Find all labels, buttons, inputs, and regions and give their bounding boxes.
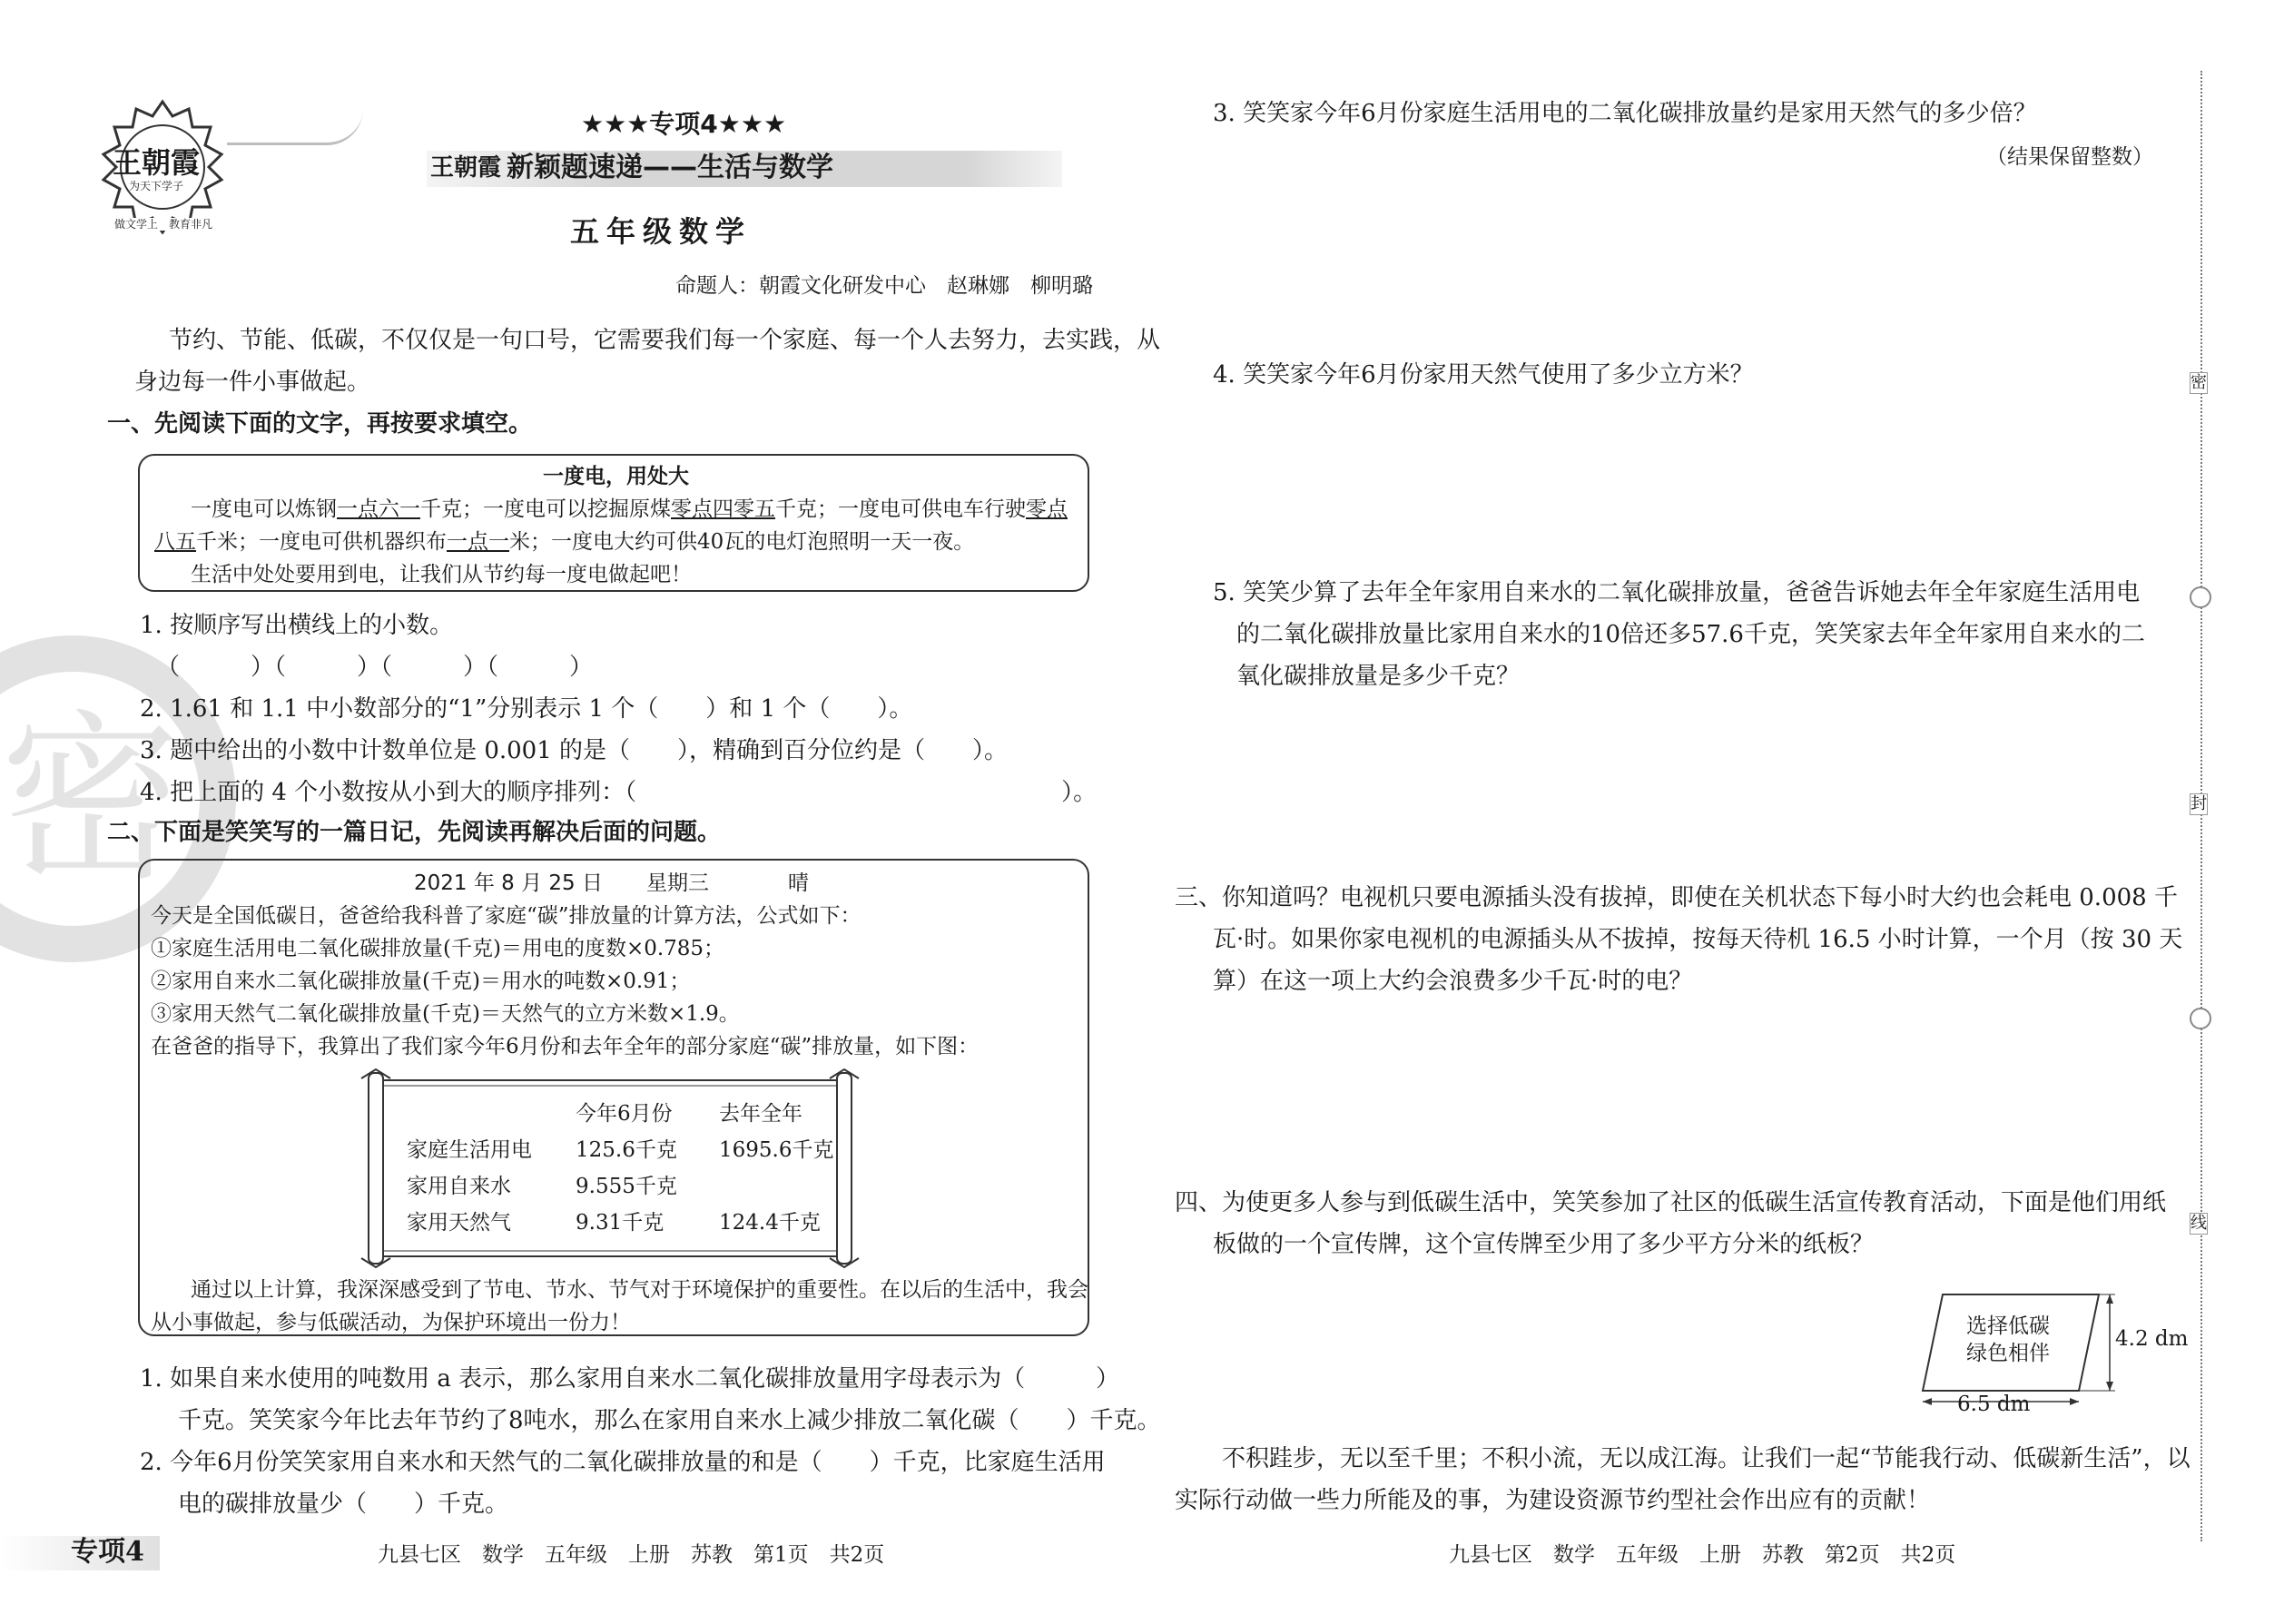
reading-box-line-2: 八五千米；一度电可供机器织布一点一米；一度电大约可供40瓦的电灯泡照明一天一夜。 [154,530,975,554]
scroll-frame-icon [356,1068,864,1269]
table-row-label: 家庭生活用电 [407,1138,532,1162]
diary-date: 2021 年 8 月 25 日 [414,871,603,895]
stars-label: ★★★专项4★★★ [581,109,787,139]
footer-right: 九县七区 数学 五年级 上册 苏教 第2页 共2页 [1449,1543,1956,1567]
s1-question-3[interactable]: 3. 题中给出的小数中计数单位是 0.001 的是（ ），精确到百分位约是（ ）。 [140,737,1009,764]
s1-question-2[interactable]: 2. 1.61 和 1.1 中小数部分的“1”分别表示 1 个（ ）和 1 个（ ）。 [140,695,913,723]
closing-line-2: 实际行动做一些力所能及的事，为建设资源节约型社会作出应有的贡献！ [1175,1487,1931,1514]
authors: 命题人：朝霞文化研发中心 赵琳娜 柳明璐 [675,274,1093,298]
section3-line-2: 瓦·时。如果你家电视机的电源插头从不拔掉，按每天待机 16.5 小时计算，一个月（按 30 天 [1213,926,2183,953]
s2-question-5b: 的二氧化碳排放量比家用自来水的10倍还多57.6千克，笑笑家去年全年家用自来水的二 [1236,621,2145,648]
s1-question-1-blanks[interactable]: （ ）（ ）（ ）（ ） [156,654,594,681]
margin-mark-feng: 封 [2191,794,2207,813]
intro-line-1: 节约、节能、低碳，不仅仅是一句口号，它需要我们每一个家庭、每一个人去努力，去实践，从 [169,327,1161,354]
height-label: 4.2 dm [2115,1327,2189,1351]
sign-text-1: 选择低碳 [1966,1314,2050,1338]
closing-line-1: 不积跬步，无以至千里；不积小流，无以成江海。让我们一起“节能我行动、低碳新生活”，以 [1222,1445,2191,1472]
table-cell: 125.6千克 [576,1138,677,1162]
s2-question-5a: 5. 笑笑少算了去年全年家用自来水的二氧化碳排放量，爸爸告诉她去年全年家庭生活用电 [1213,579,2141,606]
logo-ribbon: 做文学上 教育非凡 [114,218,213,231]
s2-question-2b[interactable]: 电的碳排放量少（ ）千克。 [178,1491,509,1518]
diary-line-3: ②家用自来水二氧化碳排放量(千克)＝用水的吨数×0.91； [151,969,691,993]
reading-box-line-3: 生活中处处要用到电，让我们从节约每一度电做起吧！ [191,563,692,586]
binding-hole-icon [2190,586,2211,608]
s1-question-1: 1. 按顺序写出横线上的小数。 [140,612,454,639]
table-header-lastyear: 去年全年 [719,1102,802,1126]
s2-question-5c: 氧化碳排放量是多少千克？ [1236,663,1521,690]
logo-text: 王朝霞 [113,145,201,180]
header-swoosh [227,109,363,145]
diary-weather: 晴 [788,871,809,895]
brand-name: 王朝霞 [430,154,502,182]
table-row-label: 家用天然气 [407,1211,511,1235]
diary-end-2: 从小事做起，参与低碳活动，为保护环境出一份力！ [151,1311,631,1334]
table-cell: 1695.6千克 [719,1138,834,1162]
s2-question-1b[interactable]: 千克。笑笑家今年比去年节约了8吨水，那么在家用自来水上减少排放二氧化碳（ ）千克。 [178,1407,1161,1434]
s2-question-1a[interactable]: 1. 如果自来水使用的吨数用 a 表示，那么家用自来水二氧化碳排放量用字母表示为（ ） [140,1365,1120,1393]
diary-line-1: 今天是全国低碳日，爸爸给我科普了家庭“碳”排放量的计算方法，公式如下： [151,904,861,928]
section2-heading: 二、下面是笑笑写的一篇日记，先阅读再解决后面的问题。 [107,819,722,846]
base-label: 6.5 dm [1957,1393,2031,1416]
s2-question-4: 4. 笑笑家今年6月份家用天然气使用了多少立方米？ [1213,361,1754,389]
margin-mark-xian: 线 [2191,1214,2207,1233]
diary-line-4: ③家用天然气二氧化碳排放量(千克)＝天然气的立方米数×1.9。 [151,1002,740,1026]
reading-box-line-1: 一度电可以炼钢一点六一千克；一度电可以挖掘原煤零点四零五千克；一度电可供电车行驶零点 [191,497,1068,521]
table-cell: 9.555千克 [576,1175,677,1198]
section3-line-1: 三、你知道吗？电视机只要电源插头没有拔掉，即使在关机状态下每小时大约也会耗电 0.008 千 [1175,884,2178,911]
doc-title: 五年级数学 [570,214,753,249]
diary-line-2: ①家庭生活用电二氧化碳排放量(千克)＝用电的度数×0.785； [151,937,725,960]
s2-question-2a[interactable]: 2. 今年6月份笑笑家用自来水和天然气的二氧化碳排放量的和是（ ）千克，比家庭生活用 [140,1449,1106,1476]
footer-left: 九县七区 数学 五年级 上册 苏教 第1页 共2页 [378,1543,885,1567]
table-cell: 124.4千克 [719,1211,821,1235]
s2-question-3: 3. 笑笑家今年6月份家庭生活用电的二氧化碳排放量约是家用天然气的多少倍？ [1213,100,2037,127]
intro-line-2: 身边每一件小事做起。 [134,369,371,396]
binding-hole-icon [2190,1008,2211,1029]
s2-question-3-note: （结果保留整数） [1986,145,2153,169]
section4-line-2: 板做的一个宣传牌，这个宣传牌至少用了多少平方分米的纸板？ [1213,1231,1875,1258]
brand-logo [94,98,231,234]
diary-weekday: 星期三 [646,871,709,895]
table-row-label: 家用自来水 [407,1175,511,1198]
svg-text:密: 密 [0,694,182,906]
logo-sub: 为天下学子 [129,180,184,192]
table-header-june: 今年6月份 [576,1102,673,1126]
section3-line-3: 算）在这一项上大约会浪费多少千瓦·时的电？ [1213,968,1693,995]
reading-box-title: 一度电，用处大 [543,465,689,488]
section1-heading: 一、先阅读下面的文字，再按要求填空。 [107,410,533,438]
table-cell: 9.31千克 [576,1211,665,1235]
s1-question-4[interactable]: 4. 把上面的 4 个小数按从小到大的顺序排列：（ ）。 [140,779,1098,806]
diary-line-5: 在爸爸的指导下，我算出了我们家今年6月份和去年全年的部分家庭“碳”排放量，如下图： [151,1035,980,1058]
sign-text-2: 绿色相伴 [1966,1342,2050,1365]
footer-tag: 专项4 [71,1536,144,1568]
margin-mark-mi: 密 [2191,373,2207,392]
diary-end-1: 通过以上计算，我深深感受到了节电、节水、节气对于环境保护的重要性。在以后的生活中，我会 [191,1278,1088,1302]
series-title: 新颖题速递——生活与数学 [507,152,833,183]
section4-line-1: 四、为使更多人参与到低碳生活中，笑笑参加了社区的低碳生活宣传教育活动，下面是他们用纸 [1175,1189,2167,1216]
